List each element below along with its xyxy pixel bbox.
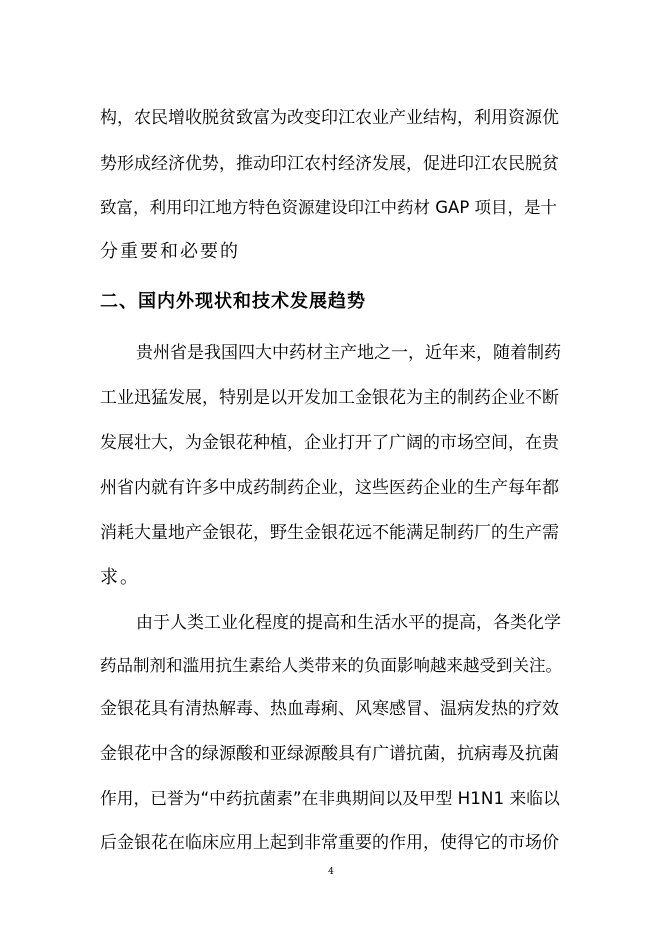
section-heading: 二、国内外现状和技术发展趋势 bbox=[100, 291, 366, 312]
paragraph-2-line-6: 后金银花在临床应用上起到非常重要的作用，使得它的市场价 bbox=[100, 833, 559, 853]
paragraph-1-line-1: 贵州省是我国四大中药材主产地之一，近年来，随着制药 bbox=[136, 343, 561, 363]
paragraph-top-line-2: 势形成经济优势，推动印江农村经济发展，促进印江农民脱贫 bbox=[100, 154, 559, 174]
paragraph-2-line-4: 金银花中含的绿源酸和亚绿源酸具有广谱抗菌，抗病毒及抗菌 bbox=[100, 744, 559, 764]
paragraph-2-line-1: 由于人类工业化程度的提高和生活水平的提高，各类化学 bbox=[136, 613, 561, 633]
paragraph-top-line-3: 致富，利用印江地方特色资源建设印江中药材 GAP 项目，是十 bbox=[100, 198, 558, 217]
paragraph-top-line-4: 分重要和必要的 bbox=[100, 241, 240, 262]
paragraph-top-line-1: 构，农民增收脱贫致富为改变印江农业产业结构，利用资源优 bbox=[100, 108, 559, 128]
paragraph-1-line-6: 求。 bbox=[100, 567, 140, 588]
page-number: 4 bbox=[328, 867, 334, 877]
paragraph-1-line-5: 消耗大量地产金银花，野生金银花远不能满足制药厂的生产需 bbox=[100, 523, 559, 543]
paragraph-2-line-2: 药品制剂和滥用抗生素给人类带来的负面影响越来越受到关注。 bbox=[100, 656, 562, 675]
paragraph-2-line-5: 作用，已誉为“中药抗菌素”在非典期间以及甲型 H1N1 来临以 bbox=[100, 788, 560, 808]
paragraph-1-line-4: 州省内就有许多中成药制药企业，这些医药企业的生产每年都 bbox=[100, 478, 559, 498]
paragraph-1-line-2: 工业迅猛发展，特别是以开发加工金银花为主的制药企业不断 bbox=[100, 388, 559, 408]
paragraph-2-line-3: 金银花具有清热解毒、热血毒痢、风寒感冒、温病发热的疗效 bbox=[100, 699, 559, 719]
paragraph-1-line-3: 发展壮大，为金银花种植，企业打开了广阔的市场空间，在贵 bbox=[100, 433, 559, 453]
